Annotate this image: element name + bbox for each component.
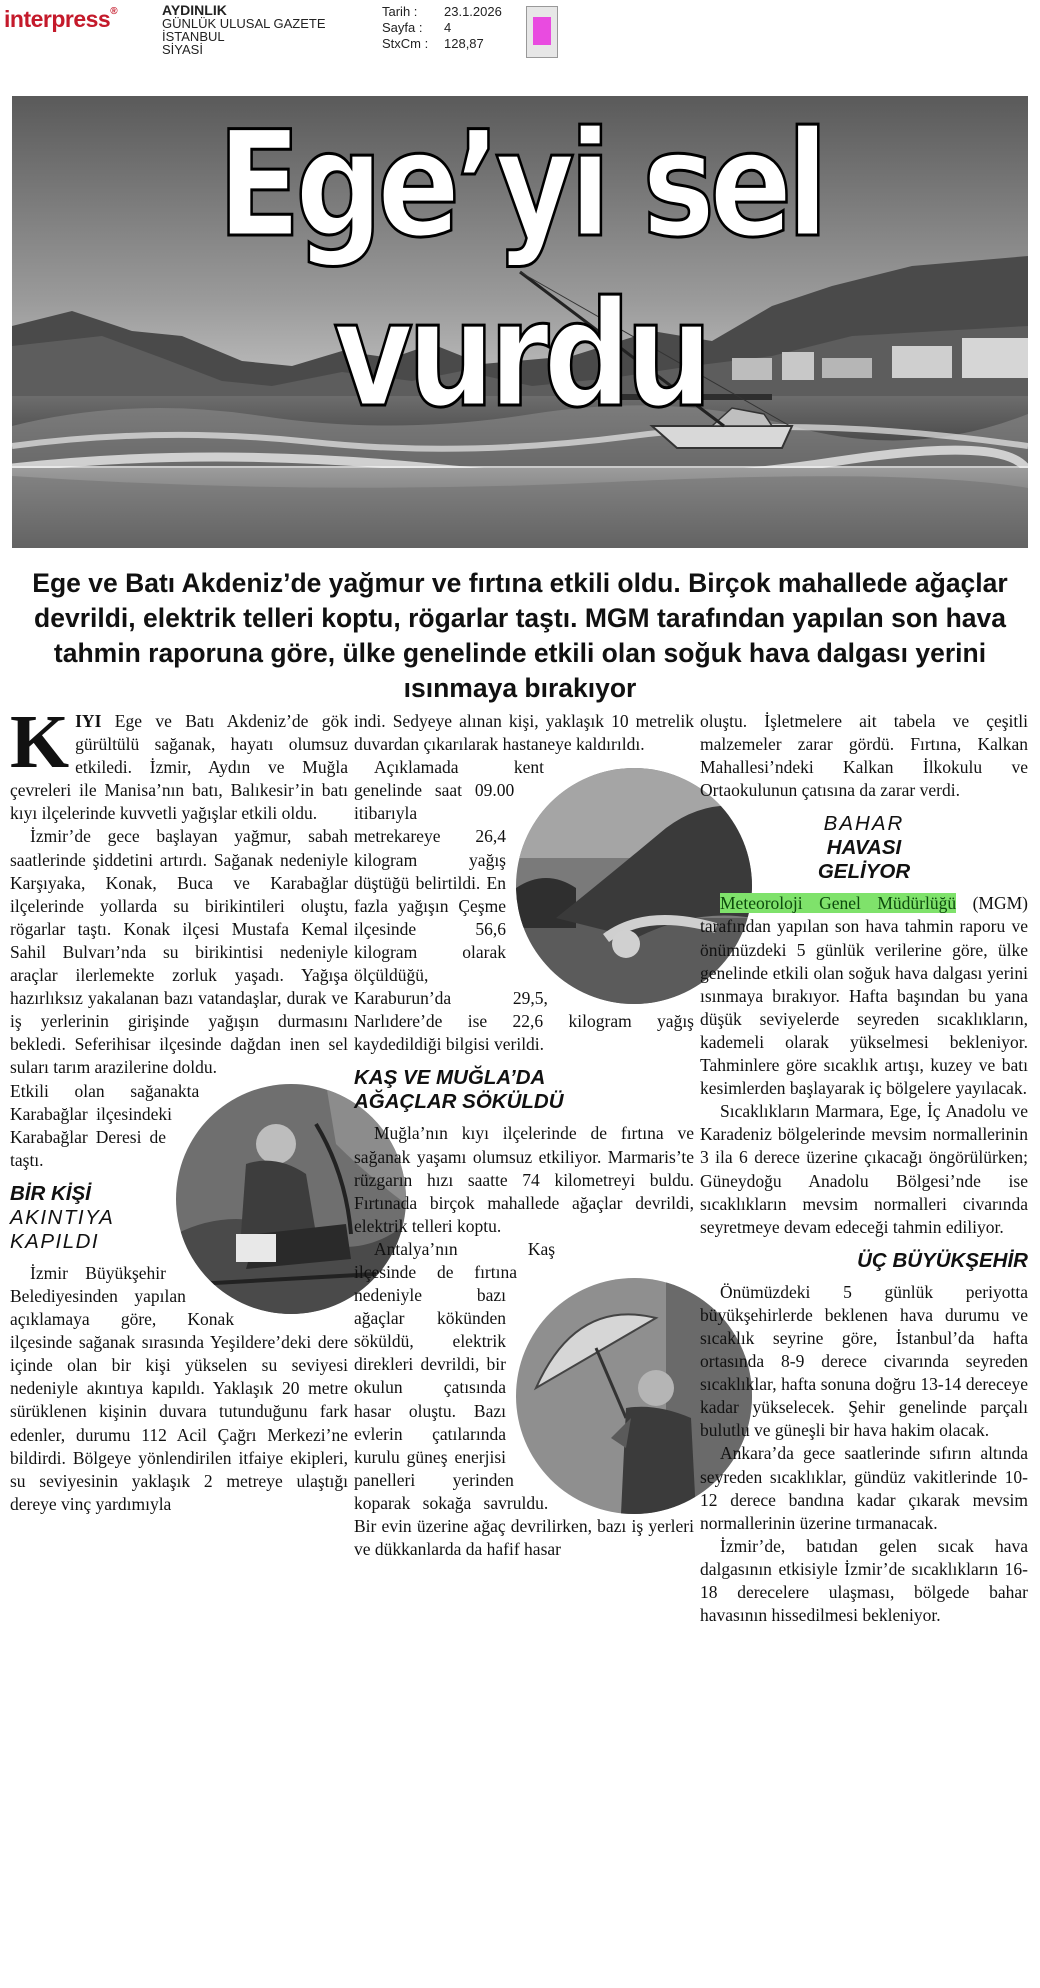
- page-thumbnail-highlight: [533, 17, 551, 45]
- page-label: Sayfa :: [382, 20, 423, 35]
- subheading-1-line-1: BİR KİŞİ: [10, 1181, 91, 1205]
- paragraph-9: oluştu. İşletmelere ait tabela ve çeşitli malzemeler zarar gördü. Fırtına, Kalkan Mahallesi’ndeki Kalkan İlkokulu ve Ortaokulunun çatısına da zarar verdi.: [700, 711, 1028, 801]
- date-value: 23.1.2026: [444, 4, 502, 19]
- stxcm-label: StxCm :: [382, 36, 429, 51]
- stxcm-value: 128,87: [444, 36, 484, 51]
- paragraph-2: İzmir’de gece başlayan yağmur, sabah saatlerinde şiddetini artırdı. Sağanak nedeniyle Karşıyaka, Konak, Buca ve Karabağlar ilçelerinde yollarda su birikintileri oluştu, rögarlar taştı. Konak ilçesi Mustafa Kemal Sahil Bulvarı’nda su birikintisi nedeniyle araçlar ilerlemekte zorluk yaşadı. Yağışa hazırlıksız yakalanan bazı vatandaşlar, durak ve iş yerlerinin girişinde yağışın durmasını bekledi. Seferihisar ilçesinde dağdan inen sel suları tarım arazilerine doldu.: [10, 826, 348, 1078]
- paragraph-10: [700, 892, 1028, 1100]
- paragraph-3: Etkili olan sağanakta Karabağlar ilçesindeki Karabağlar Deresi de taştı.: [10, 1080, 200, 1170]
- article-column-1: [10, 700, 348, 1516]
- publication-name: AYDINLIK: [162, 2, 227, 18]
- clipping-header: [0, 0, 1040, 70]
- paragraph-13: Ankara’da gece saatlerinde sıfırın altında seyreden sıcaklıklar, gündüz vakitlerinde 10-12 derece bandına kadar çıkarak mevsim normallerinin üzerine tırmanacak.: [700, 1443, 1028, 1533]
- headline: Ege’yi sel vurdu: [217, 100, 823, 440]
- paragraph-12: Önümüzdeki 5 günlük periyotta büyükşehirlerde beklenen hava durumu ve sıcaklık seyrine göre, İstanbul’da hafta ortasında 8-9 derece civarında seyreden sıcaklıklar, hafta sonuna doğru 13-14 dereceye kadar yükselecek. Şehir genelinde parçalı bulutlu ve güneşli bir hava hakim olacak.: [700, 1281, 1028, 1441]
- publication-section: SİYASİ: [162, 42, 203, 57]
- publication-city: İSTANBUL: [162, 29, 225, 44]
- clipping-meta: [382, 4, 502, 52]
- paragraph-8: Antalya’nın Kaş ilçesinde de fırtına nedeniyle bazı ağaçlar kökünden söküldü, elektrik direkleri devrildi, bir okulun çatısında hasar oluştu. Bazı evlerin çatılarında kurulu güneş enerjisi panelleri yerinden koparak sokağa savruldu. Bir evin üzerine ağaç devrilirken, bazı iş yerleri ve dükkanlarda da hafif hasar: [354, 1238, 694, 1560]
- subheading-3-line-1: BAHAR: [823, 812, 905, 836]
- subheading-3-line-2: HAVASI: [826, 836, 902, 860]
- subheading-3-line-3: GELİYOR: [817, 860, 911, 884]
- page-value: 4: [444, 20, 452, 35]
- paragraph-7: Muğla’nın kıyı ilçelerinde de fırtına ve sağanak yaşamı olumsuz etkiliyor. Marmaris’te rüzgarın hızı saatte 74 kilometreyi buldu. Fırtınada birçok mahallede ağaçlar devrildi, elektrik telleri koptu.: [354, 1123, 694, 1236]
- subheading-1-line-3: KAPILDI: [10, 1229, 100, 1253]
- publication-info: [162, 4, 326, 56]
- date-label: Tarih :: [382, 4, 418, 19]
- subheading-2-line-2: AĞAÇLAR SÖKÜLDÜ: [354, 1090, 564, 1114]
- paragraph-5: indi. Sedyeye alınan kişi, yaklaşık 10 metrelik duvardan çıkarılarak hastaneye kaldırıldı.: [354, 711, 694, 755]
- paragraph-1: [10, 700, 348, 825]
- paragraph-11: Sıcaklıkların Marmara, Ege, İç Anadolu ve Karadeniz bölgelerinde mevsim normallerinin 3 ila 6 derece üzerine çıkacağı öngörülürken; Güneydoğu Anadolu Bölgesi’nde ise sıcaklıkların mevsim normalleri civarında seyretmeye devam edeceği tahmin ediliyor.: [700, 1101, 1028, 1237]
- paragraph-10-text: (MGM) tarafından yapılan son hava tahmin raporu ve önümüzdeki 5 günlük verilerine göre, ülke genelinde etkili olan soğuk hava dalgası yerini ısınmaya bırakıyor. Hafta başından bu yana düşük seviyelerde seyreden sıcaklıkların, kademeli olarak yükselmesi bekleniyor. Tahminlere göre sıcaklık artışı, kuzey ve batı kesimlerden başlayarak iç bölgelere yayılacak.: [700, 893, 1029, 1099]
- paragraph-14: İzmir’de, batıdan gelen sıcak hava dalgasının etkisiyle İzmir’de sıcaklıkların 16-18 derecelere ulaşması, bölgede bahar havasının hissedilmesi bekleniyor.: [700, 1535, 1028, 1626]
- paragraph-1-text: Ege ve Batı Akdeniz’de gök gürültülü sağanak, hayatı olumsuz etkiledi. İzmir, Aydın ve Muğla çevreleri ile Manisa’nın batı, Balıkesir’in batı kıyı ilçelerinde kuvvetli yağışlar etkili oldu.: [10, 711, 348, 824]
- subheading-4: ÜÇ BÜYÜKŞEHİR: [857, 1248, 1028, 1272]
- drop-cap: K: [10, 700, 70, 784]
- publication-type: GÜNLÜK ULUSAL GAZETE: [162, 16, 326, 31]
- subheading-2-line-1: KAŞ VE MUĞLA’DA: [354, 1066, 546, 1090]
- interpress-logo: interpress®: [4, 6, 118, 32]
- subheading-2: [354, 1066, 694, 1114]
- subheading-1-line-2: AKINTIYA: [10, 1205, 115, 1229]
- lead-caps: IYI: [75, 711, 102, 731]
- paragraph-6: Açıklamada kent genelinde saat 09.00 itibarıyla metrekareye 26,4 kilogram yağış düştüğü belirtildi. En fazla yağışın Çeşme ilçesinde 56,6 kilogram olarak ölçüldüğü, Karaburun’da 29,5, Narlıdere’de ise 22,6 kilogram yağış kaydedildiği bilgisi verildi.: [354, 757, 694, 1055]
- page-thumbnail[interactable]: [526, 6, 558, 58]
- article-column-3: [700, 710, 1028, 1627]
- article-column-2: [354, 710, 694, 1561]
- article-deck: Ege ve Batı Akdeniz’de yağmur ve fırtına etkili oldu. Birçok mahallede ağaçlar devrildi, elektrik telleri koptu, rögarlar taştı. MGM tarafından yapılan son hava tahmin raporuna göre, ülke genelinde etkili olan soğuk hava dalgası yerini ısınmaya bırakıyor: [32, 568, 1008, 703]
- subheading-3: [700, 812, 1028, 884]
- paragraph-4: İzmir Büyükşehir Belediyesinden yapılan açıklamaya göre, Konak ilçesinde sağanak sırasında Yeşildere’deki dere içinde olan bir kişi yükselen su seviyesi nedeniyle akıntıya kapıldı. Yaklaşık 20 metre sürüklenen kişinin duvara tutunduğunu fark edenler, durumu 112 Acil Çağrı Merkezi’ne bildirdi. Bölgeye yönlendirilen itfaiye ekipleri, su seviyesinin yaklaşık 2 metreye ulaştığı dereye vinç yardımıyla: [10, 1262, 348, 1514]
- hero-photo: [12, 96, 1028, 548]
- highlighted-text: Meteoroloji Genel Müdürlüğü: [720, 893, 957, 914]
